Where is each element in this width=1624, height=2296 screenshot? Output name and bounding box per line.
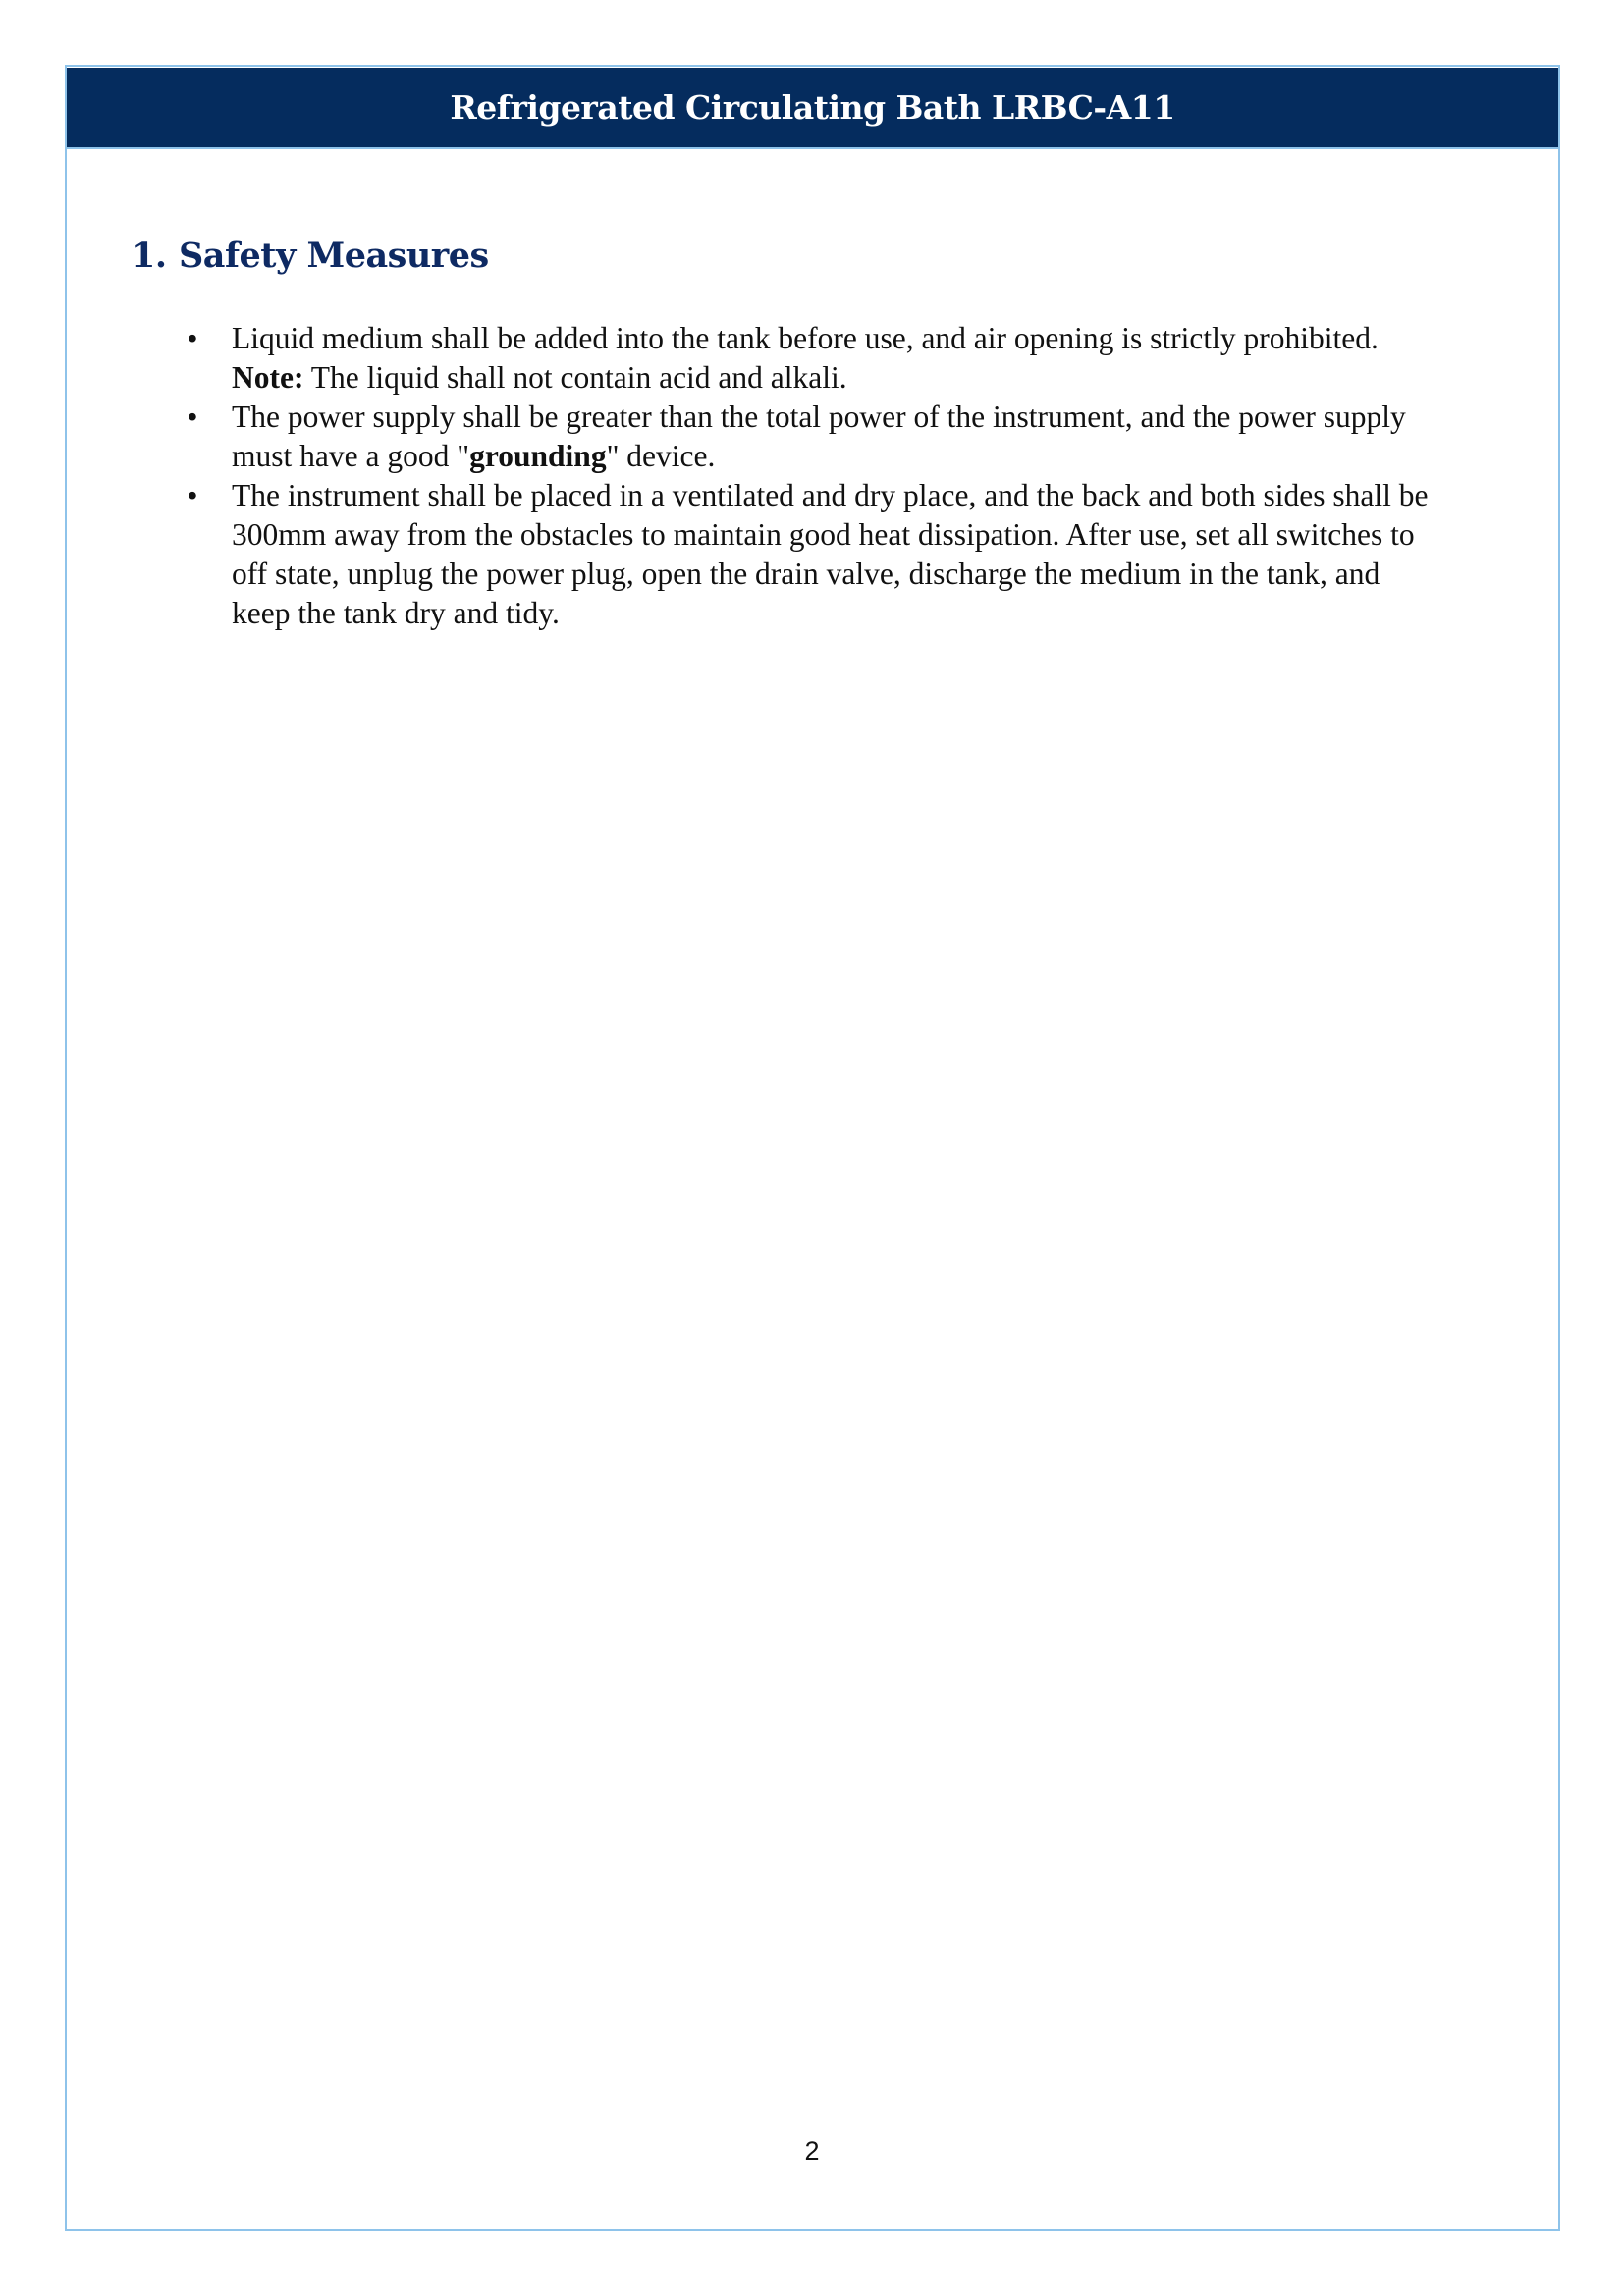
bullet-icon: • <box>187 478 198 512</box>
list-item <box>183 398 1430 476</box>
page-number: 2 <box>804 2136 820 2165</box>
note-text: The liquid shall not contain acid and alkali. <box>303 360 847 395</box>
list-item-text: The instrument shall be placed in a ventilated and dry place, and the back and both sides shall be 300mm away from the obstacles to maintain good heat dissipation. After use, set all switches to off state, unplug the power plug, open the drain valve, discharge the medium in the tank, and keep the tank dry and tidy. <box>232 478 1429 630</box>
bullet-icon: • <box>187 400 198 434</box>
emphasis-text: grounding <box>469 439 607 473</box>
document-title: Refrigerated Circulating Bath LRBC-A11 <box>450 88 1175 127</box>
list-item <box>183 476 1430 633</box>
section-title: Safety Measures <box>179 236 489 276</box>
list-item-text: Liquid medium shall be added into the tank before use, and air opening is strictly prohibited. <box>232 321 1379 355</box>
list-item-text: " device. <box>606 439 716 473</box>
section-heading <box>132 236 489 276</box>
list-item <box>183 319 1430 398</box>
note-label: Note: <box>232 360 304 395</box>
section-number: 1. <box>132 236 167 276</box>
bullet-icon: • <box>187 321 198 355</box>
list-item-text: The power supply shall be greater than the total power of the instrument, and the power supply must have a good " <box>232 400 1406 473</box>
document-header <box>67 68 1558 149</box>
safety-measures-list <box>183 319 1430 633</box>
